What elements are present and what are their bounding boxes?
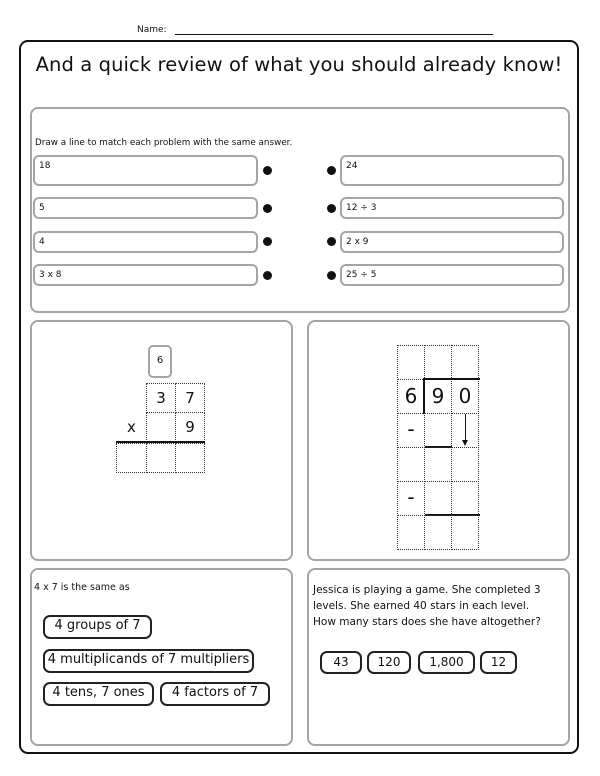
mult-top-ones: 7	[175, 383, 205, 413]
option-tens-ones[interactable]	[43, 682, 154, 706]
word-problem-line-3: How many stars does she have altogether?	[313, 616, 541, 628]
minus-sign-1: -	[397, 413, 425, 448]
arrow-head-icon	[462, 440, 468, 446]
division-bracket-top	[424, 378, 480, 380]
name-label: Name:	[137, 25, 167, 35]
name-input-line[interactable]	[175, 34, 493, 35]
match-right-2-text: 12 ÷ 3	[346, 203, 377, 213]
word-problem-line-1: Jessica is playing a game. She completed 3	[313, 584, 541, 596]
match-left-3-text: 4	[39, 237, 45, 247]
mult-answer-ones[interactable]	[175, 443, 205, 473]
option-multiplicands[interactable]	[43, 649, 254, 673]
option-label: 4 factors of 7	[171, 685, 259, 700]
match-right-3-text: 2 x 9	[346, 237, 369, 247]
page-title: And a quick review of what you should already know!	[35, 53, 563, 76]
match-right-dot-2[interactable]	[327, 204, 336, 213]
option-factors[interactable]	[160, 682, 270, 706]
option-label: 4 tens, 7 ones	[52, 685, 145, 700]
match-left-1	[33, 155, 258, 186]
matching-instruction: Draw a line to match each problem with the same answer.	[35, 138, 293, 148]
match-right-dot-3[interactable]	[327, 237, 336, 246]
divisor: 6	[397, 379, 425, 414]
option-label: 4 multiplicands of 7 multipliers	[47, 652, 250, 667]
div-cell	[397, 447, 425, 482]
div-cell[interactable]	[424, 447, 452, 482]
match-right-3	[340, 231, 564, 253]
match-right-dot-1[interactable]	[327, 166, 336, 175]
div-cell[interactable]	[451, 481, 479, 516]
dividend-tens: 9	[424, 379, 452, 414]
minus-sign-2: -	[397, 481, 425, 516]
match-left-dot-1[interactable]	[263, 166, 272, 175]
same-as-prompt: 4 x 7 is the same as	[34, 582, 130, 593]
div-cell	[451, 345, 479, 380]
answer-option-1800[interactable]	[418, 651, 475, 674]
div-cell	[397, 515, 425, 550]
match-left-2	[33, 197, 258, 219]
option-label: 43	[333, 655, 349, 669]
option-label: 120	[377, 655, 401, 669]
match-left-4	[33, 264, 258, 286]
match-left-3	[33, 231, 258, 253]
div-cell	[397, 345, 425, 380]
div-cell[interactable]	[424, 481, 452, 516]
mult-top-tens: 3	[146, 383, 176, 413]
match-right-1-text: 24	[346, 161, 358, 171]
word-problem-line-2: levels. She earned 40 stars in each level.	[313, 600, 530, 612]
option-label: 1,800	[429, 655, 464, 669]
div-cell	[424, 345, 452, 380]
option-label: 4 groups of 7	[54, 618, 141, 633]
answer-option-12[interactable]	[480, 651, 517, 674]
match-left-2-text: 5	[39, 203, 45, 213]
mult-bottom-ones: 9	[175, 412, 205, 442]
mult-answer-tens[interactable]	[146, 443, 176, 473]
option-label: 12	[490, 655, 507, 669]
match-right-1	[340, 155, 564, 186]
match-right-4	[340, 264, 564, 286]
bring-down-arrow-icon	[465, 414, 466, 442]
mult-bottom-tens	[146, 412, 176, 442]
div-cell[interactable]	[451, 447, 479, 482]
carry-digit: 6	[156, 355, 164, 366]
match-left-dot-2[interactable]	[263, 204, 272, 213]
answer-option-120[interactable]	[367, 651, 411, 674]
match-left-dot-3[interactable]	[263, 237, 272, 246]
option-groups[interactable]	[43, 615, 152, 639]
match-right-2	[340, 197, 564, 219]
mult-operator: x	[127, 418, 136, 436]
match-right-dot-4[interactable]	[327, 271, 336, 280]
div-cell[interactable]	[451, 515, 479, 550]
match-left-dot-4[interactable]	[263, 271, 272, 280]
word-problem-text	[313, 582, 568, 630]
division-bracket-side	[423, 378, 425, 414]
match-right-4-text: 25 ÷ 5	[346, 270, 377, 280]
answer-option-43[interactable]	[320, 651, 362, 674]
match-left-4-text: 3 x 8	[39, 270, 62, 280]
mult-answer-hundreds[interactable]	[116, 443, 147, 473]
carry-box[interactable]	[148, 345, 172, 378]
div-cell[interactable]	[424, 413, 452, 448]
match-left-1-text: 18	[39, 161, 51, 171]
dividend-ones: 0	[451, 379, 479, 414]
div-cell[interactable]	[424, 515, 452, 550]
